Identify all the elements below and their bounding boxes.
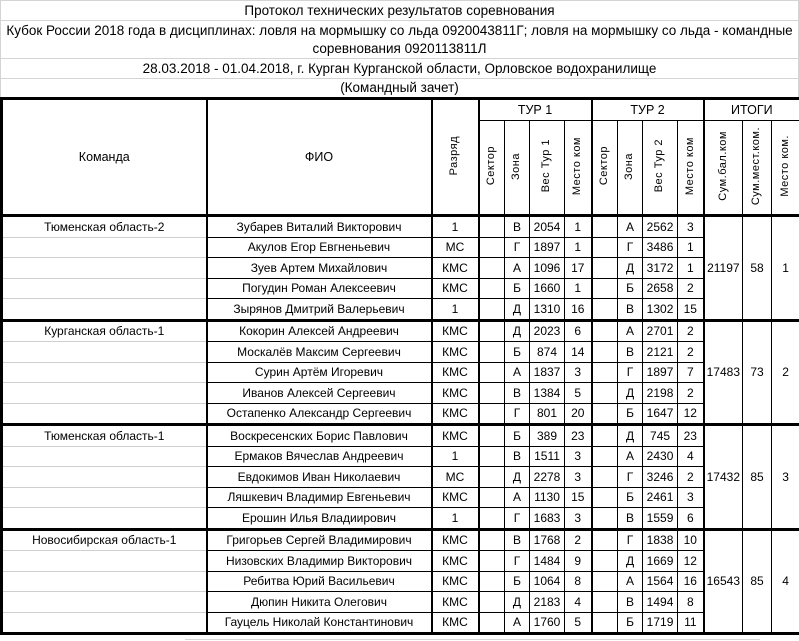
t1-weight-cell: 2023 xyxy=(530,320,565,342)
t2-sector-cell xyxy=(592,551,618,572)
header-razryad-label: Разряд xyxy=(448,135,461,176)
t1-place-cell: 3 xyxy=(565,446,592,467)
t2-sector-cell xyxy=(592,612,618,634)
t1-place-cell: 23 xyxy=(565,425,592,447)
team-empty-cell xyxy=(2,571,207,592)
fio-cell: Ляшкевич Владимир Евгеньевич xyxy=(207,487,432,508)
mesto-kom-cell: 3 xyxy=(772,425,799,530)
t1-place-cell: 3 xyxy=(565,467,592,488)
mesto-kom-cell: 2 xyxy=(772,320,799,425)
title-dates-venue: 28.03.2018 - 01.04.2018, г. Курган Курганской области, Орловское водохранилище xyxy=(1,59,798,79)
t1-place-cell: 4 xyxy=(565,592,592,613)
t2-sector-cell xyxy=(592,237,618,258)
fio-cell: Григорьев Сергей Владимирович xyxy=(207,529,432,551)
player-row xyxy=(2,592,799,613)
fio-cell: Москалёв Максим Сергеевич xyxy=(207,342,432,363)
header-t1-sector-label: Сектор xyxy=(484,146,497,186)
t2-zona-cell: Г xyxy=(618,362,643,383)
t2-place-cell: 2 xyxy=(678,342,704,363)
t1-zona-cell: Д xyxy=(505,320,530,342)
t1-sector-cell xyxy=(479,216,505,238)
t1-zona-cell: Г xyxy=(505,551,530,572)
header-t2-weight-label: Вес Тур 2 xyxy=(653,139,666,193)
team-empty-cell xyxy=(2,487,207,508)
player-row xyxy=(2,467,799,488)
fio-cell: Ермаков Вячеслав Андреевич xyxy=(207,446,432,467)
fio-cell: Низовских Владимир Викторович xyxy=(207,551,432,572)
t2-weight-cell: 1302 xyxy=(643,299,678,321)
t2-zona-cell: Г xyxy=(618,237,643,258)
t1-place-cell: 3 xyxy=(565,362,592,383)
title-standings-type: (Командный зачет) xyxy=(340,80,459,95)
player-row xyxy=(2,278,799,299)
t2-place-cell: 12 xyxy=(678,403,704,425)
t1-zona-cell: В xyxy=(505,446,530,467)
razryad-cell: КМС xyxy=(432,342,479,363)
t2-sector-cell xyxy=(592,467,618,488)
t1-sector-cell xyxy=(479,237,505,258)
t1-zona-cell: Г xyxy=(505,237,530,258)
team-empty-cell xyxy=(2,446,207,467)
cutoff-next-row-artifact xyxy=(185,639,760,640)
t1-sector-cell xyxy=(479,383,505,404)
header-fio: ФИО xyxy=(207,99,432,216)
t2-place-cell: 8 xyxy=(678,592,704,613)
team-empty-cell xyxy=(2,551,207,572)
t2-sector-cell xyxy=(592,342,618,363)
team-empty-cell xyxy=(2,467,207,488)
razryad-cell: 1 xyxy=(432,216,479,238)
razryad-cell: КМС xyxy=(432,258,479,279)
mesto-kom-cell: 1 xyxy=(772,216,799,321)
t2-place-cell: 3 xyxy=(678,487,704,508)
t1-sector-cell xyxy=(479,342,505,363)
header-team: Команда xyxy=(2,99,207,216)
sum-ball-cell: 17483 xyxy=(704,320,743,425)
fio-cell: Сурин Артём Игоревич xyxy=(207,362,432,383)
team-empty-cell xyxy=(2,342,207,363)
team-empty-cell xyxy=(2,403,207,425)
t2-zona-cell: В xyxy=(618,299,643,321)
player-row xyxy=(2,571,799,592)
t2-zona-cell: Б xyxy=(618,278,643,299)
t2-place-cell: 4 xyxy=(678,446,704,467)
t2-zona-cell: Д xyxy=(618,383,643,404)
t2-weight-cell: 2198 xyxy=(643,383,678,404)
header-sum-ball xyxy=(704,121,743,216)
header-t2-zona xyxy=(618,121,643,216)
t1-zona-cell: В xyxy=(505,529,530,551)
sum-ball-cell: 17432 xyxy=(704,425,743,530)
t2-place-cell: 1 xyxy=(678,258,704,279)
t1-zona-cell: Б xyxy=(505,425,530,447)
t2-place-cell: 11 xyxy=(678,612,704,634)
header-t2-sector xyxy=(592,121,618,216)
t2-zona-cell: Д xyxy=(618,258,643,279)
t1-zona-cell: Д xyxy=(505,299,530,321)
sum-mest-cell: 85 xyxy=(743,425,772,530)
t2-place-cell: 3 xyxy=(678,216,704,238)
t2-sector-cell xyxy=(592,487,618,508)
t2-sector-cell xyxy=(592,216,618,238)
header-itogi: ИТОГИ xyxy=(704,99,799,121)
header-t2-weight xyxy=(643,121,678,216)
t1-weight-cell: 874 xyxy=(530,342,565,363)
sum-mest-cell: 85 xyxy=(743,529,772,634)
razryad-cell: КМС xyxy=(432,612,479,634)
title-block xyxy=(0,0,799,97)
player-row xyxy=(2,612,799,634)
t1-sector-cell xyxy=(479,612,505,634)
header-mesto-kom xyxy=(772,121,799,216)
t2-sector-cell xyxy=(592,403,618,425)
t1-weight-cell: 2054 xyxy=(530,216,565,238)
header-tour1: ТУР 1 xyxy=(479,99,592,121)
razryad-cell: КМС xyxy=(432,592,479,613)
fio-cell: Ерошин Илья Владиирович xyxy=(207,508,432,530)
fio-cell: Зырянов Дмитрий Валерьевич xyxy=(207,299,432,321)
t2-weight-cell: 2121 xyxy=(643,342,678,363)
t1-sector-cell xyxy=(479,529,505,551)
t1-weight-cell: 1310 xyxy=(530,299,565,321)
t1-zona-cell: Б xyxy=(505,342,530,363)
t2-zona-cell: А xyxy=(618,446,643,467)
razryad-cell: 1 xyxy=(432,446,479,467)
player-row xyxy=(2,237,799,258)
t2-weight-cell: 3246 xyxy=(643,467,678,488)
t2-sector-cell xyxy=(592,592,618,613)
t1-zona-cell: В xyxy=(505,216,530,238)
razryad-cell: КМС xyxy=(432,403,479,425)
player-row xyxy=(2,320,799,342)
player-row xyxy=(2,508,799,530)
team-empty-cell xyxy=(2,612,207,634)
razryad-cell: МС xyxy=(432,237,479,258)
player-row xyxy=(2,425,799,447)
t1-weight-cell: 1064 xyxy=(530,571,565,592)
header-sum-mest-label: Сум.мест.ком. xyxy=(750,126,763,206)
t2-place-cell: 2 xyxy=(678,383,704,404)
t2-weight-cell: 1494 xyxy=(643,592,678,613)
player-row xyxy=(2,403,799,425)
t1-place-cell: 16 xyxy=(565,299,592,321)
t1-place-cell: 15 xyxy=(565,487,592,508)
razryad-cell: КМС xyxy=(432,362,479,383)
t1-weight-cell: 1484 xyxy=(530,551,565,572)
t1-weight-cell: 1760 xyxy=(530,612,565,634)
header-t1-sector xyxy=(479,121,505,216)
team-empty-cell xyxy=(2,362,207,383)
team-name-cell: Тюменская область-2 xyxy=(2,216,207,238)
t2-zona-cell: Г xyxy=(618,529,643,551)
player-row xyxy=(2,362,799,383)
team-empty-cell xyxy=(2,592,207,613)
t1-place-cell: 5 xyxy=(565,612,592,634)
t1-place-cell: 6 xyxy=(565,320,592,342)
t1-sector-cell xyxy=(479,592,505,613)
fio-cell: Дюпин Никита Олегович xyxy=(207,592,432,613)
t2-zona-cell: В xyxy=(618,342,643,363)
t2-zona-cell: Б xyxy=(618,487,643,508)
t2-sector-cell xyxy=(592,320,618,342)
player-row xyxy=(2,342,799,363)
header-t1-zona xyxy=(505,121,530,216)
t1-place-cell: 14 xyxy=(565,342,592,363)
player-row xyxy=(2,216,799,238)
t1-zona-cell: А xyxy=(505,487,530,508)
razryad-cell: КМС xyxy=(432,320,479,342)
header-t1-zona-label: Зона xyxy=(510,152,523,180)
t2-zona-cell: Д xyxy=(618,551,643,572)
fio-cell: Остапенко Александр Сергеевич xyxy=(207,403,432,425)
razryad-cell: КМС xyxy=(432,278,479,299)
header-t1-weight-label: Вес Тур 1 xyxy=(540,139,553,193)
t1-weight-cell: 1768 xyxy=(530,529,565,551)
t1-weight-cell: 1096 xyxy=(530,258,565,279)
t2-place-cell: 15 xyxy=(678,299,704,321)
t2-weight-cell: 1564 xyxy=(643,571,678,592)
t2-zona-cell: А xyxy=(618,320,643,342)
header-sum-ball-label: Сум.бал.ком xyxy=(716,131,729,201)
t2-place-cell: 2 xyxy=(678,467,704,488)
t1-sector-cell xyxy=(479,467,505,488)
t2-weight-cell: 1669 xyxy=(643,551,678,572)
sum-mest-cell: 73 xyxy=(743,320,772,425)
t2-zona-cell: А xyxy=(618,571,643,592)
t1-zona-cell: А xyxy=(505,362,530,383)
t1-zona-cell: Г xyxy=(505,508,530,530)
t1-sector-cell xyxy=(479,571,505,592)
razryad-cell: 1 xyxy=(432,299,479,321)
t2-weight-cell: 3486 xyxy=(643,237,678,258)
t1-weight-cell: 1384 xyxy=(530,383,565,404)
t2-place-cell: 2 xyxy=(678,278,704,299)
t1-weight-cell: 1837 xyxy=(530,362,565,383)
t1-weight-cell: 1683 xyxy=(530,508,565,530)
t2-zona-cell: В xyxy=(618,508,643,530)
t2-weight-cell: 2658 xyxy=(643,278,678,299)
t2-place-cell: 1 xyxy=(678,237,704,258)
t2-sector-cell xyxy=(592,278,618,299)
header-t2-sector-label: Сектор xyxy=(598,146,610,186)
t2-sector-cell xyxy=(592,446,618,467)
header-razryad xyxy=(432,99,479,216)
header-sum-mest xyxy=(743,121,772,216)
t2-zona-cell: В xyxy=(618,592,643,613)
razryad-cell: 1 xyxy=(432,508,479,530)
sum-mest-cell: 58 xyxy=(743,216,772,321)
t2-sector-cell xyxy=(592,383,618,404)
t1-sector-cell xyxy=(479,362,505,383)
t2-weight-cell: 2701 xyxy=(643,320,678,342)
t1-zona-cell: В xyxy=(505,383,530,404)
t2-weight-cell: 1897 xyxy=(643,362,678,383)
t2-sector-cell xyxy=(592,571,618,592)
t2-sector-cell xyxy=(592,258,618,279)
t2-sector-cell xyxy=(592,529,618,551)
razryad-cell: КМС xyxy=(432,571,479,592)
t1-zona-cell: Д xyxy=(505,592,530,613)
t1-sector-cell xyxy=(479,551,505,572)
t2-weight-cell: 1719 xyxy=(643,612,678,634)
t1-weight-cell: 2183 xyxy=(530,592,565,613)
t1-sector-cell xyxy=(479,258,505,279)
t1-zona-cell: Д xyxy=(505,467,530,488)
t2-place-cell: 6 xyxy=(678,508,704,530)
t1-weight-cell: 1897 xyxy=(530,237,565,258)
t2-weight-cell: 745 xyxy=(643,425,678,447)
t1-place-cell: 20 xyxy=(565,403,592,425)
t1-sector-cell xyxy=(479,425,505,447)
razryad-cell: МС xyxy=(432,467,479,488)
team-empty-cell xyxy=(2,237,207,258)
t2-sector-cell xyxy=(592,508,618,530)
team-empty-cell xyxy=(2,508,207,530)
results-table xyxy=(0,97,799,635)
razryad-cell: КМС xyxy=(432,383,479,404)
t1-place-cell: 1 xyxy=(565,278,592,299)
player-row xyxy=(2,551,799,572)
team-name-cell: Новосибирская область-1 xyxy=(2,529,207,551)
player-row xyxy=(2,446,799,467)
t1-sector-cell xyxy=(479,299,505,321)
sum-ball-cell: 16543 xyxy=(704,529,743,634)
t2-place-cell: 10 xyxy=(678,529,704,551)
t2-place-cell: 2 xyxy=(678,320,704,342)
t2-weight-cell: 1559 xyxy=(643,508,678,530)
t1-sector-cell xyxy=(479,403,505,425)
team-empty-cell xyxy=(2,383,207,404)
t2-zona-cell: Д xyxy=(618,425,643,447)
t2-weight-cell: 3172 xyxy=(643,258,678,279)
t2-place-cell: 16 xyxy=(678,571,704,592)
t1-weight-cell: 801 xyxy=(530,403,565,425)
fio-cell: Воскресенских Борис Павлович xyxy=(207,425,432,447)
header-mesto-kom-label: Место ком. xyxy=(778,135,791,197)
t1-sector-cell xyxy=(479,508,505,530)
t1-zona-cell: А xyxy=(505,258,530,279)
t1-zona-cell: А xyxy=(505,612,530,634)
t1-weight-cell: 1130 xyxy=(530,487,565,508)
player-row xyxy=(2,258,799,279)
t1-sector-cell xyxy=(479,487,505,508)
fio-cell: Гауцель Николай Константинович xyxy=(207,612,432,634)
t2-weight-cell: 1647 xyxy=(643,403,678,425)
t1-zona-cell: Г xyxy=(505,403,530,425)
header-tour2: ТУР 2 xyxy=(592,99,704,121)
mesto-kom-cell: 4 xyxy=(772,529,799,634)
t2-weight-cell: 1838 xyxy=(643,529,678,551)
header-t2-zona-label: Зона xyxy=(623,152,636,180)
razryad-cell: КМС xyxy=(432,487,479,508)
t1-place-cell: 9 xyxy=(565,551,592,572)
fio-cell: Зуев Артем Михайлович xyxy=(207,258,432,279)
t1-place-cell: 3 xyxy=(565,508,592,530)
header-t1-place-label: Место ком xyxy=(570,136,583,196)
sum-ball-cell: 21197 xyxy=(704,216,743,321)
fio-cell: Ребитва Юрий Васильевич xyxy=(207,571,432,592)
t1-place-cell: 2 xyxy=(565,529,592,551)
team-empty-cell xyxy=(2,299,207,321)
t1-sector-cell xyxy=(479,446,505,467)
team-empty-cell xyxy=(2,278,207,299)
t2-place-cell: 23 xyxy=(678,425,704,447)
t1-place-cell: 5 xyxy=(565,383,592,404)
fio-cell: Иванов Алексей Сергеевич xyxy=(207,383,432,404)
fio-cell: Акулов Егор Евгненьевич xyxy=(207,237,432,258)
fio-cell: Зубарев Виталий Викторович xyxy=(207,216,432,238)
t2-weight-cell: 2430 xyxy=(643,446,678,467)
player-row xyxy=(2,487,799,508)
title-protocol: Протокол технических результатов соревнования xyxy=(1,1,798,21)
t2-zona-cell: Г xyxy=(618,467,643,488)
fio-cell: Погудин Роман Алексеевич xyxy=(207,278,432,299)
t1-weight-cell: 2278 xyxy=(530,467,565,488)
t1-place-cell: 8 xyxy=(565,571,592,592)
t2-zona-cell: Б xyxy=(618,403,643,425)
t2-place-cell: 12 xyxy=(678,551,704,572)
t1-weight-cell: 389 xyxy=(530,425,565,447)
t2-place-cell: 7 xyxy=(678,362,704,383)
t1-sector-cell xyxy=(479,320,505,342)
t2-zona-cell: А xyxy=(618,216,643,238)
header-t1-place xyxy=(565,121,592,216)
t1-weight-cell: 1660 xyxy=(530,278,565,299)
team-name-cell: Курганская область-1 xyxy=(2,320,207,342)
team-name-cell: Тюменская область-1 xyxy=(2,425,207,447)
header-t1-weight xyxy=(530,121,565,216)
t2-sector-cell xyxy=(592,299,618,321)
title-competition: Кубок России 2018 года в дисциплинах: ловля на мормышку со льда 0920043811Г; ловля на мормышку со льда - командные соревнования 0920113811Л xyxy=(1,21,798,59)
player-row xyxy=(2,299,799,321)
razryad-cell: КМС xyxy=(432,425,479,447)
fio-cell: Евдокимов Иван Николаевич xyxy=(207,467,432,488)
player-row xyxy=(2,529,799,551)
t2-sector-cell xyxy=(592,362,618,383)
t1-weight-cell: 1511 xyxy=(530,446,565,467)
t2-weight-cell: 2461 xyxy=(643,487,678,508)
t1-zona-cell: Б xyxy=(505,571,530,592)
t2-weight-cell: 2562 xyxy=(643,216,678,238)
header-t2-place xyxy=(678,121,704,216)
razryad-cell: КМС xyxy=(432,529,479,551)
t1-place-cell: 1 xyxy=(565,216,592,238)
header-t2-place-label: Место ком xyxy=(683,136,696,196)
t2-zona-cell: Б xyxy=(618,612,643,634)
header-group-row xyxy=(2,99,799,121)
razryad-cell: КМС xyxy=(432,551,479,572)
t1-zona-cell: Б xyxy=(505,278,530,299)
t2-sector-cell xyxy=(592,425,618,447)
team-empty-cell xyxy=(2,258,207,279)
t1-sector-cell xyxy=(479,278,505,299)
t1-place-cell: 1 xyxy=(565,237,592,258)
player-row xyxy=(2,383,799,404)
t1-place-cell: 17 xyxy=(565,258,592,279)
fio-cell: Кокорин Алексей Андреевич xyxy=(207,320,432,342)
